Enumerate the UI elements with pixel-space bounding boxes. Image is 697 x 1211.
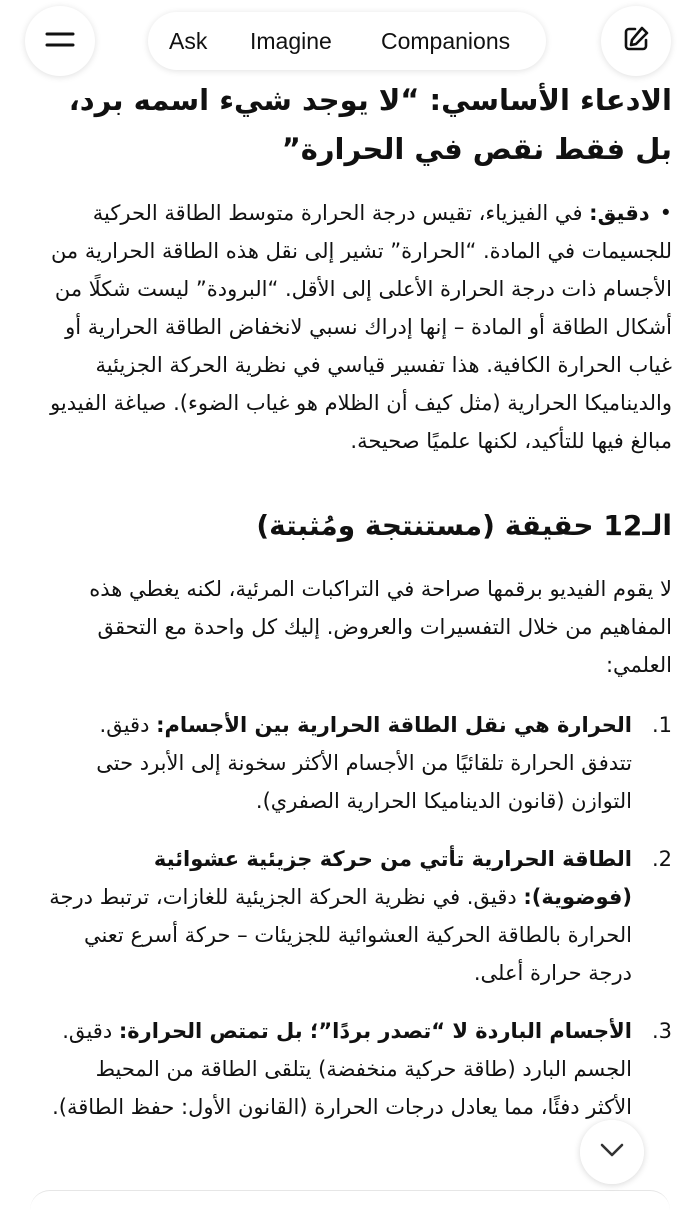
fact-title: الطاقة الحرارية تأتي من حركة جزيئية عشوائية (فوضوية): bbox=[153, 847, 632, 909]
list-item bbox=[44, 706, 672, 820]
mode-tabs bbox=[148, 12, 546, 70]
list-number: 3. bbox=[651, 1019, 672, 1043]
top-navigation-bar bbox=[0, 0, 697, 84]
chat-response bbox=[44, 76, 672, 1146]
tab-imagine[interactable]: Imagine bbox=[250, 28, 332, 54]
fact-body: دقيق. في نظرية الحركة الجزيئية للغازات، ترتبط درجة الحرارة بالطاقة الحركية العشوائية للجزيئات – حركة أسرع تعني درجة حرارة أعلى. bbox=[49, 885, 632, 985]
bullet-marker: • bbox=[659, 201, 672, 225]
chevron-down-icon bbox=[599, 1142, 625, 1162]
hamburger-menu-icon bbox=[45, 28, 75, 54]
fact-title: الأجسام الباردة لا “تصدر بردًا”؛ بل تمتص الحرارة: bbox=[118, 1019, 632, 1043]
new-chat-button[interactable] bbox=[601, 6, 671, 76]
tab-companions[interactable]: Companions bbox=[381, 28, 511, 54]
facts-heading: الـ12 حقيقة (مستنتجة ومُثبتة) bbox=[256, 509, 672, 542]
facts-list bbox=[44, 706, 672, 1126]
menu-button[interactable] bbox=[25, 6, 95, 76]
facts-intro: لا يقوم الفيديو برقمها صراحة في التراكبات المرئية، لكنه يغطي هذه المفاهيم من خلال التفسيرات والعروض. إليك كل واحدة مع التحقق العلمي: bbox=[89, 577, 672, 677]
scroll-down-button[interactable] bbox=[580, 1120, 644, 1184]
fact-body: دقيق. الجسم البارد (طاقة حركية منخفضة) يتلقى الطاقة من المحيط الأكثر دفئًا، مما يعادل درجات الحرارة (القانون الأول: حفظ الطاقة). bbox=[52, 1019, 632, 1119]
verdict-label: دقيق: bbox=[589, 201, 650, 225]
tab-ask[interactable]: Ask bbox=[169, 28, 208, 54]
fact-body: دقيق. تتدفق الحرارة تلقائيًا من الأجسام الأكثر سخونة إلى الأبرد حتى التوازن (قانون الديناميكا الحرارية الصفري). bbox=[96, 713, 632, 813]
fact-title: الحرارة هي نقل الطاقة الحرارية بين الأجسام: bbox=[156, 713, 632, 737]
verdict-text: في الفيزياء، تقيس درجة الحرارة متوسط الطاقة الحركية للجسيمات في المادة. “الحرارة” تشير إلى نقل هذه الطاقة الحرارية من الأجسام ذات درجة الحرارة الأعلى إلى الأقل. “البرودة” ليست شكلًا من أشكال الطاقة أو المادة – إنها إدراك نسبي لانخفاض الطاقة الحرارية أو غياب الحرارة الكافية. هذا تفسير قياسي في نظرية الحركة الجزيئية والديناميكا الحرارية (مثل كيف أن الظلام هو غياب الضوء). صياغة الفيديو مبالغ فيها للتأكيد، لكنها علميًا صحيحة. bbox=[50, 201, 672, 453]
claim-heading: الادعاء الأساسي: “لا يوجد شيء اسمه برد، بل فقط نقص في الحرارة” bbox=[68, 83, 672, 166]
list-number: 2. bbox=[651, 847, 672, 871]
list-item bbox=[44, 840, 672, 992]
verdict-bullet bbox=[44, 194, 672, 460]
composer-edge bbox=[30, 1190, 670, 1211]
edit-pencil-icon bbox=[621, 24, 651, 58]
list-item bbox=[44, 1012, 672, 1126]
list-number: 1. bbox=[651, 713, 672, 737]
